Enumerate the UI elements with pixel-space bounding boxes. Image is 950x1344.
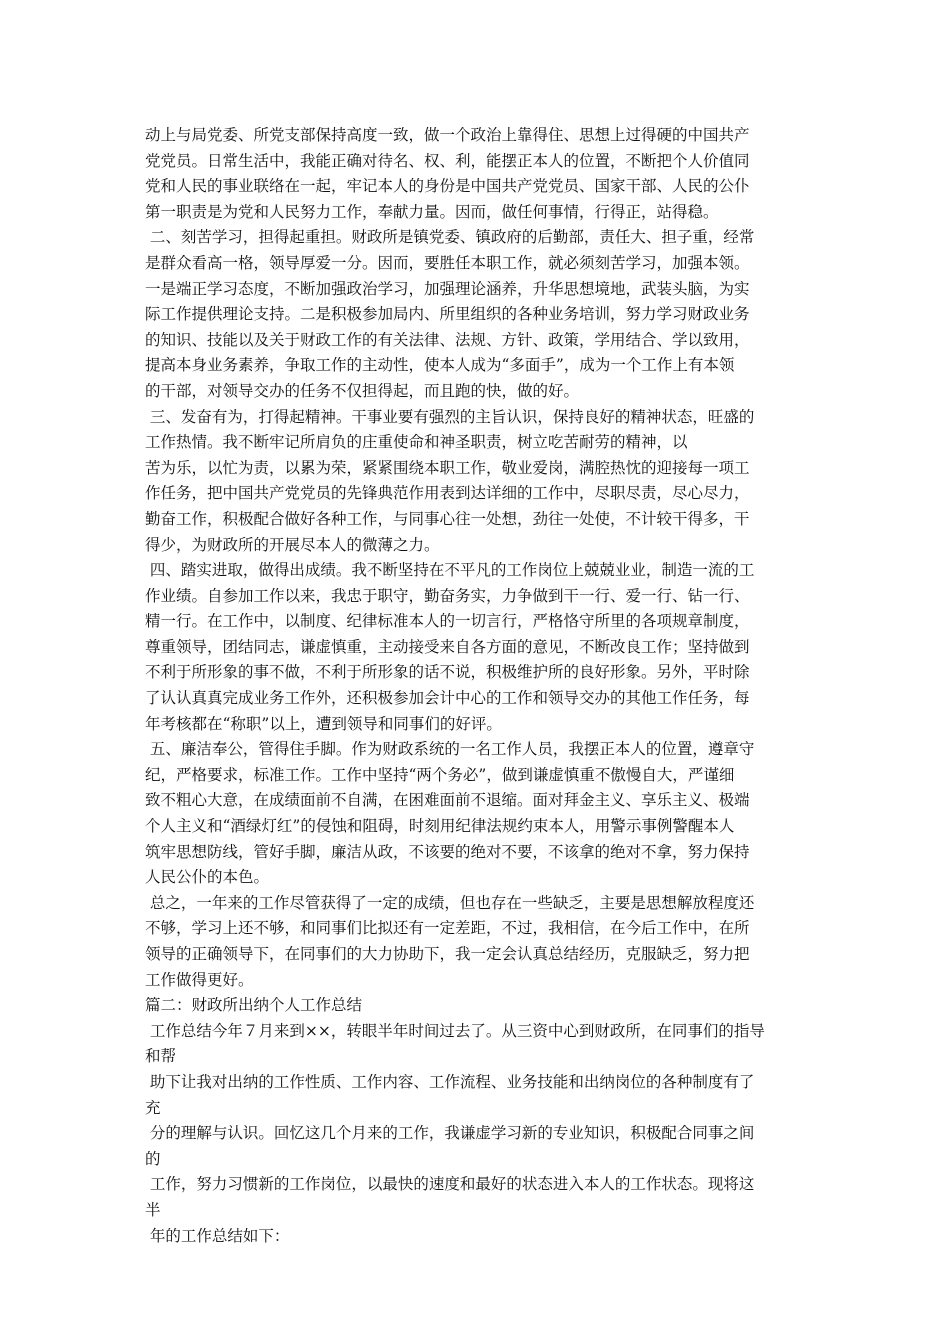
- text-line: 党和人民的事业联络在一起，牢记本人的身份是中国共产党党员、国家干部、人民的公仆: [145, 177, 750, 196]
- text-line: 的知识、技能以及关于财政工作的有关法律、法规、方针、政策，学用结合、学以致用，: [145, 330, 750, 349]
- text-line: 不够，学习上还不够，和同事们比拟还有一定差距，不过，我相信，在今后工作中，在所: [145, 919, 750, 938]
- text-line: 了认认真真完成业务工作外，还积极参加会计中心的工作和领导交办的其他工作任务，每: [145, 689, 750, 708]
- text-line: 动上与局党委、所党支部保持高度一致，做一个政治上靠得住、思想上过得硬的中国共产: [145, 126, 750, 144]
- text-line: 个人主义和“酒绿灯红”的侵蚀和阻碍，时刻用纪律法规约束本人，用警示事例警醒本人: [145, 817, 735, 836]
- text-line: 尊重领导，团结同志，谦虚慎重，主动接受来自各方面的意见，不断改良工作；坚持做到: [145, 637, 750, 656]
- text-line: 致不粗心大意，在成绩面前不自满，在困难面前不退缩。面对拜金主义、享乐主义、极端: [145, 791, 750, 810]
- text-line: 工作热情。我不断牢记所肩负的庄重使命和神圣职责，树立吃苦耐劳的精神，以: [145, 433, 688, 452]
- text-line: 工作，努力习惯新的工作岗位，以最快的速度和最好的状态进入本人的工作状态。现将这: [145, 1175, 755, 1194]
- text-line: 助下让我对出纳的工作性质、工作内容、工作流程、业务技能和出纳岗位的各种制度有了: [145, 1072, 755, 1091]
- text-line: 筑牢思想防线，管好手脚，廉洁从政，不该要的绝对不要，不该拿的绝对不拿，努力保持: [145, 842, 750, 861]
- text-line: 际工作提供理论支持。二是积极参加局内、所里组织的各种业务培训，努力学习财政业务: [145, 305, 750, 324]
- text-line: 得少，为财政所的开展尽本人的微薄之力。: [145, 535, 440, 554]
- text-line: 年的工作总结如下：: [145, 1226, 290, 1245]
- text-line: 精一行。在工作中，以制度、纪律标准本人的一切言行，严格恪守所里的各项规章制度，: [145, 612, 750, 631]
- paragraph-heading-3: 三、发奋有为，打得起精神。干事业要有强烈的主旨认识，保持良好的精神状态，旺盛的: [145, 407, 755, 426]
- text-line: 提高本身业务素养，争取工作的主动性，使本人成为“多面手”，成为一个工作上有本领: [145, 356, 735, 375]
- text-line: 分的理解与认识。回忆这几个月来的工作，我谦虚学习新的专业知识，积极配合同事之间: [145, 1124, 755, 1143]
- summary-paragraph-start: 总之，一年来的工作尽管获得了一定的成绩，但也存在一些缺乏，主要是思想解放程度还: [145, 893, 755, 912]
- text-line: 半: [145, 1200, 161, 1219]
- text-line: 不利于所形象的事不做，不利于所形象的话不说，积极维护所的良好形象。另外，平时除: [145, 663, 750, 682]
- text-line: 作任务，把中国共产党党员的先锋典范作用表到达详细的工作中，尽职尽责，尽心尽力，: [145, 484, 750, 503]
- text-line: 作业绩。自参加工作以来，我忠于职守，勤奋务实，力争做到干一行、爱一行、钻一行、: [145, 586, 750, 605]
- section-title: 篇二：财政所出纳个人工作总结: [145, 996, 363, 1015]
- paragraph-heading-4: 四、踏实进取，做得出成绩。我不断坚持在不平凡的工作岗位上兢兢业业，制造一流的工: [145, 561, 755, 580]
- paragraph-heading-5: 五、廉洁奉公，管得住手脚。作为财政系统的一名工作人员，我摆正本人的位置，遵章守: [145, 740, 755, 759]
- text-line: 一是端正学习态度，不断加强政治学习，加强理论涵养，升华思想境地，武装头脑，为实: [145, 279, 750, 298]
- text-line: 领导的正确领导下，在同事们的大力协助下，我一定会认真总结经历，克服缺乏，努力把: [145, 945, 750, 963]
- text-line: 工作总结今年７月来到××，转眼半年时间过去了。从三资中心到财政所，在同事们的指导: [145, 1021, 765, 1040]
- text-line: 勤奋工作，积极配合做好各种工作，与同事心往一处想，劲往一处使，不计较干得多，干: [145, 509, 750, 528]
- text-line: 充: [145, 1098, 161, 1117]
- text-line: 和帮: [145, 1047, 177, 1066]
- text-line: 是群众看高一格，领导厚爱一分。因而，要胜任本职工作，就必须刻苦学习，加强本领。: [145, 253, 750, 272]
- text-line: 纪，严格要求，标准工作。工作中坚持“两个务必”，做到谦虚慎重不傲慢自大，严谨细: [145, 765, 735, 784]
- paragraph-heading-2: 二、刻苦学习，担得起重担。财政所是镇党委、镇政府的后勤部，责任大、担子重，经常: [145, 228, 755, 247]
- text-line: 的: [145, 1149, 161, 1168]
- text-line: 人民公仆的本色。: [145, 868, 270, 887]
- text-line: 苦为乐，以忙为责，以累为荣，紧紧围绕本职工作，敬业爱岗，满腔热忱的迎接每一项工: [145, 458, 750, 477]
- text-line: 工作做得更好。: [145, 970, 254, 989]
- text-line: 的干部，对领导交办的任务不仅担得起，而且跑的快，做的好。: [145, 381, 580, 400]
- text-line: 年考核都在“称职”以上，遭到领导和同事们的好评。: [145, 714, 502, 733]
- text-line: 党党员。日常生活中，我能正确对待名、权、利，能摆正本人的位置，不断把个人价值同: [145, 151, 750, 170]
- text-line: 第一职责是为党和人民努力工作，奉献力量。因而，做任何事情，行得正，站得稳。: [145, 202, 719, 221]
- document-body: [145, 123, 815, 1249]
